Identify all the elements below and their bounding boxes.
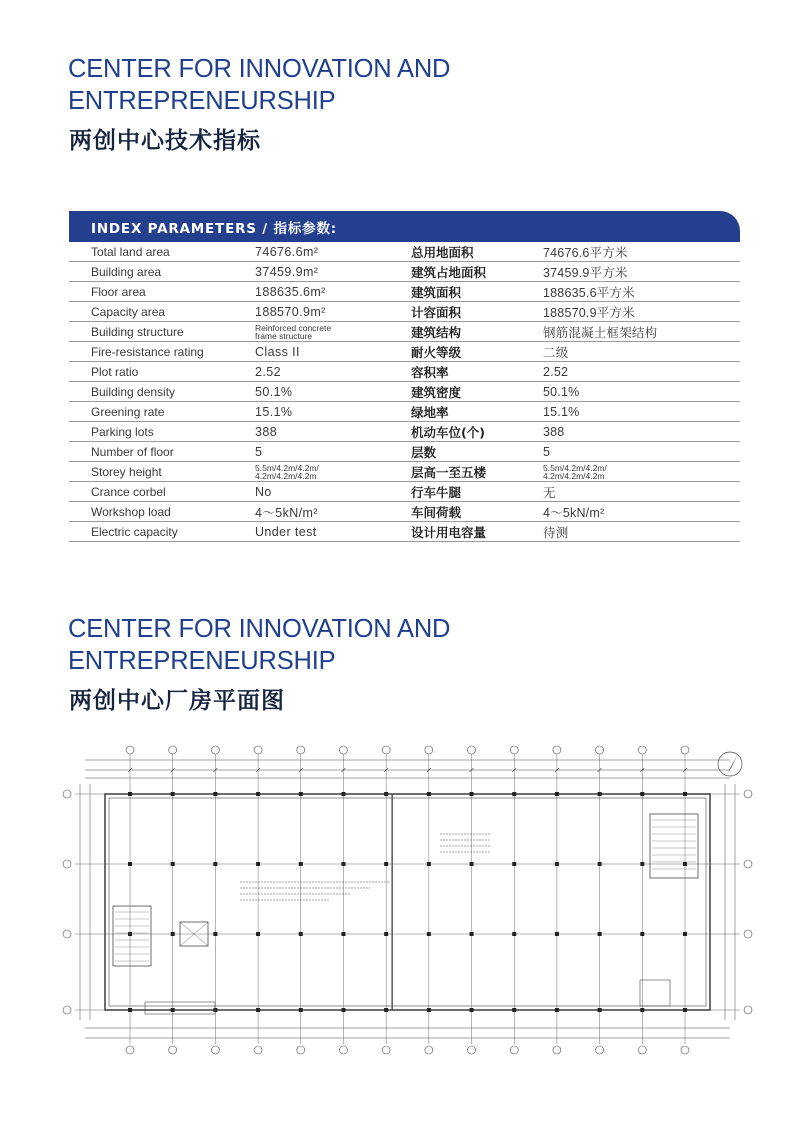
en-value: 37459.9m² — [231, 262, 399, 282]
section1-title-line2: ENTREPRENEURSHIP — [68, 87, 336, 115]
structural-column — [555, 932, 559, 936]
table-row — [69, 502, 740, 522]
table-row — [69, 242, 740, 262]
en-value-line2: frame structure — [255, 330, 313, 341]
north-arrow — [728, 754, 738, 772]
structural-column — [598, 792, 602, 796]
cn-value: 188635.6平方米 — [519, 282, 740, 302]
cn-value: 4～5kN/m² — [519, 502, 740, 522]
factory-floor-plan — [60, 742, 760, 1062]
axis-bubble-top — [211, 746, 219, 754]
structural-column — [213, 792, 217, 796]
axis-bubble-left — [63, 1006, 71, 1014]
structural-column — [598, 1008, 602, 1012]
en-value: 188570.9m² — [231, 302, 399, 322]
cn-value: 5 — [519, 442, 740, 462]
structural-column — [640, 792, 644, 796]
cn-value: 74676.6平方米 — [519, 242, 740, 262]
en-label: Fire-resistance rating — [69, 342, 231, 362]
structural-column — [299, 792, 303, 796]
structural-column — [555, 862, 559, 866]
cn-value: 2.52 — [519, 362, 740, 382]
axis-bubble-left — [63, 790, 71, 798]
table-row — [69, 322, 740, 342]
cn-value — [519, 462, 740, 482]
en-label: Capacity area — [69, 302, 231, 322]
axis-bubble-bottom — [126, 1046, 134, 1054]
inner-wall — [109, 798, 706, 1006]
axis-bubble-right — [744, 1006, 752, 1014]
axis-bubble-top — [596, 746, 604, 754]
axis-bubble-bottom — [425, 1046, 433, 1054]
en-value: 4～5kN/m² — [231, 502, 399, 522]
structural-column — [171, 862, 175, 866]
cn-label: 绿地率 — [399, 402, 519, 422]
table-row — [69, 282, 740, 302]
structural-column — [213, 862, 217, 866]
axis-bubble-top — [681, 746, 689, 754]
axis-bubble-bottom — [638, 1046, 646, 1054]
axis-bubble-bottom — [382, 1046, 390, 1054]
structural-column — [470, 932, 474, 936]
structural-column — [256, 1008, 260, 1012]
table-row — [69, 362, 740, 382]
table-row — [69, 522, 740, 542]
en-label: Total land area — [69, 242, 231, 262]
en-value: Class II — [231, 342, 399, 362]
table-row — [69, 342, 740, 362]
en-label: Floor area — [69, 282, 231, 302]
structural-column — [555, 792, 559, 796]
structural-column — [470, 1008, 474, 1012]
structural-column — [213, 1008, 217, 1012]
cn-value-line2: 4.2m/4.2m/4.2m — [543, 470, 605, 481]
table-row — [69, 402, 740, 422]
structural-column — [299, 862, 303, 866]
axis-bubble-top — [339, 746, 347, 754]
structural-column — [555, 1008, 559, 1012]
structural-column — [512, 792, 516, 796]
section1-subtitle: 两创中心技术指标 — [69, 128, 261, 154]
section2-subtitle: 两创中心厂房平面图 — [69, 688, 285, 714]
cn-value: 二级 — [519, 342, 740, 362]
axis-bubble-bottom — [553, 1046, 561, 1054]
structural-column — [512, 932, 516, 936]
en-value-line2: 4.2m/4.2m/4.2m — [255, 470, 317, 481]
structural-column — [640, 1008, 644, 1012]
structural-column — [427, 792, 431, 796]
en-label: Parking lots — [69, 422, 231, 442]
structural-column — [384, 1008, 388, 1012]
cn-label: 层高一至五楼 — [399, 462, 519, 482]
en-label: Greening rate — [69, 402, 231, 422]
en-label: Storey height — [69, 462, 231, 482]
cn-value: 188570.9平方米 — [519, 302, 740, 322]
structural-column — [683, 932, 687, 936]
axis-bubble-bottom — [596, 1046, 604, 1054]
structural-column — [299, 1008, 303, 1012]
structural-column — [384, 792, 388, 796]
axis-bubble-top — [297, 746, 305, 754]
structural-column — [128, 932, 132, 936]
cn-label: 建筑密度 — [399, 382, 519, 402]
building-outline — [105, 794, 710, 1010]
en-label: Building density — [69, 382, 231, 402]
cn-value: 15.1% — [519, 402, 740, 422]
structural-column — [427, 1008, 431, 1012]
structural-column — [598, 932, 602, 936]
axis-bubble-top — [126, 746, 134, 754]
axis-bubble-right — [744, 790, 752, 798]
table-row — [69, 382, 740, 402]
cn-value-line1: 5.5m/4.2m/4.2m/ — [543, 462, 607, 473]
structural-column — [470, 792, 474, 796]
structural-column — [128, 1008, 132, 1012]
structural-column — [683, 862, 687, 866]
table-row — [69, 262, 740, 282]
en-value — [231, 462, 399, 482]
cn-label: 容积率 — [399, 362, 519, 382]
table-header: INDEX PARAMETERS / 指标参数: — [69, 211, 740, 242]
structural-column — [384, 932, 388, 936]
cn-value: 钢筋混凝土框架结构 — [519, 322, 740, 342]
axis-bubble-top — [382, 746, 390, 754]
cn-label: 总用地面积 — [399, 242, 519, 262]
structural-column — [341, 932, 345, 936]
en-label: Number of floor — [69, 442, 231, 462]
section2-title-line1: CENTER FOR INNOVATION AND — [68, 615, 451, 643]
axis-bubble-bottom — [169, 1046, 177, 1054]
structural-column — [341, 862, 345, 866]
structural-column — [341, 792, 345, 796]
en-value — [231, 322, 399, 342]
en-value: 15.1% — [231, 402, 399, 422]
axis-bubble-bottom — [254, 1046, 262, 1054]
table-row — [69, 462, 740, 482]
structural-column — [256, 792, 260, 796]
bottom-room — [145, 1002, 215, 1014]
cn-label: 建筑占地面积 — [399, 262, 519, 282]
en-value: 74676.6m² — [231, 242, 399, 262]
table-row — [69, 482, 740, 502]
structural-column — [256, 862, 260, 866]
axis-bubble-top — [169, 746, 177, 754]
section2-title-line2: ENTREPRENEURSHIP — [68, 647, 336, 675]
en-value: 5 — [231, 442, 399, 462]
axis-bubble-top — [638, 746, 646, 754]
structural-column — [640, 862, 644, 866]
en-value: Under test — [231, 522, 399, 542]
structural-column — [256, 932, 260, 936]
en-value-line1: Reinforced concrete — [255, 322, 332, 333]
en-label: Crance corbel — [69, 482, 231, 502]
axis-bubble-bottom — [510, 1046, 518, 1054]
cn-label: 车间荷载 — [399, 502, 519, 522]
cn-value: 无 — [519, 482, 740, 502]
structural-column — [598, 862, 602, 866]
cn-label: 建筑面积 — [399, 282, 519, 302]
structural-column — [299, 932, 303, 936]
structural-column — [427, 862, 431, 866]
en-label: Plot ratio — [69, 362, 231, 382]
structural-column — [384, 862, 388, 866]
structural-column — [171, 932, 175, 936]
axis-bubble-bottom — [468, 1046, 476, 1054]
en-value: 388 — [231, 422, 399, 442]
en-value-line1: 5.5m/4.2m/4.2m/ — [255, 462, 319, 473]
index-parameters-table — [69, 211, 740, 542]
axis-bubble-top — [468, 746, 476, 754]
structural-column — [341, 1008, 345, 1012]
cn-value: 37459.9平方米 — [519, 262, 740, 282]
axis-bubble-top — [425, 746, 433, 754]
axis-bubble-bottom — [681, 1046, 689, 1054]
cn-label: 建筑结构 — [399, 322, 519, 342]
north-arrow-circle — [718, 752, 742, 776]
en-label: Workshop load — [69, 502, 231, 522]
structural-column — [512, 862, 516, 866]
axis-bubble-top — [553, 746, 561, 754]
cn-value: 50.1% — [519, 382, 740, 402]
axis-bubble-left — [63, 860, 71, 868]
en-label: Electric capacity — [69, 522, 231, 542]
table-body — [69, 242, 740, 542]
axis-bubble-bottom — [297, 1046, 305, 1054]
structural-column — [683, 1008, 687, 1012]
en-value: No — [231, 482, 399, 502]
bottom-room — [640, 980, 670, 1006]
axis-bubble-left — [63, 930, 71, 938]
section1-title-line1: CENTER FOR INNOVATION AND — [68, 55, 451, 83]
cn-value: 待测 — [519, 522, 740, 542]
en-value: 188635.6m² — [231, 282, 399, 302]
table-row — [69, 422, 740, 442]
stair-core-right — [650, 814, 698, 878]
axis-bubble-bottom — [339, 1046, 347, 1054]
axis-bubble-right — [744, 860, 752, 868]
axis-bubble-right — [744, 930, 752, 938]
table-row — [69, 442, 740, 462]
cn-label: 计容面积 — [399, 302, 519, 322]
en-value: 50.1% — [231, 382, 399, 402]
en-value: 2.52 — [231, 362, 399, 382]
structural-column — [171, 792, 175, 796]
cn-label: 机动车位(个) — [399, 422, 519, 442]
en-label: Building structure — [69, 322, 231, 342]
cn-label: 耐火等级 — [399, 342, 519, 362]
axis-bubble-top — [254, 746, 262, 754]
axis-bubble-bottom — [211, 1046, 219, 1054]
structural-column — [128, 862, 132, 866]
structural-column — [427, 932, 431, 936]
structural-column — [512, 1008, 516, 1012]
structural-column — [640, 932, 644, 936]
structural-column — [683, 792, 687, 796]
axis-bubble-top — [510, 746, 518, 754]
cn-label: 层数 — [399, 442, 519, 462]
table-row — [69, 302, 740, 322]
structural-column — [128, 792, 132, 796]
cn-label: 设计用电容量 — [399, 522, 519, 542]
structural-column — [470, 862, 474, 866]
en-label: Building area — [69, 262, 231, 282]
cn-value: 388 — [519, 422, 740, 442]
cn-label: 行车牛腿 — [399, 482, 519, 502]
structural-column — [213, 932, 217, 936]
structural-column — [171, 1008, 175, 1012]
